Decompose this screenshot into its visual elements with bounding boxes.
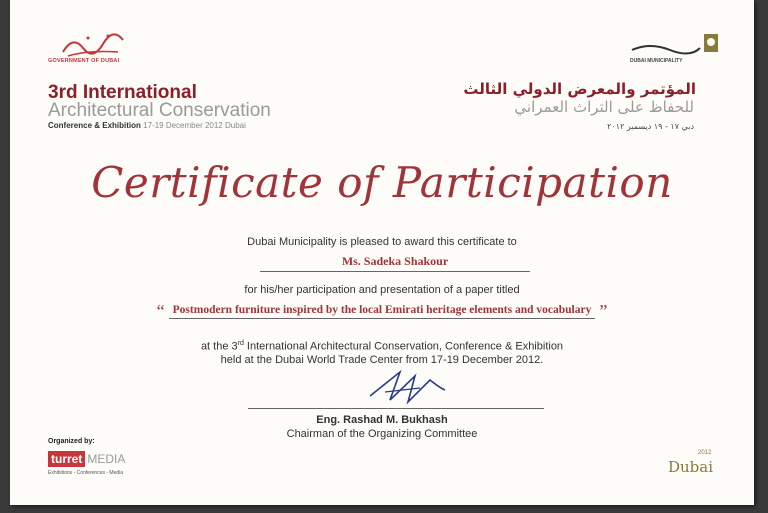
media-word: MEDIA: [87, 452, 126, 466]
paper-title: Postmodern furniture inspired by the local Emirati heritage elements and vocabulary: [169, 304, 596, 319]
paper-title-block: [10, 300, 754, 322]
event-line-sup: rd: [237, 340, 244, 347]
certificate-title: Certificate of Participation: [91, 158, 673, 207]
signature-line: [248, 408, 544, 409]
participation-text: for his/her participation and presentation of a paper titled: [244, 284, 520, 296]
dubai-year: 2012: [698, 450, 712, 456]
venue-line: held at the Dubai World Trade Center from 17-19 December 2012.: [220, 354, 544, 366]
event-line: [10, 340, 754, 353]
turret-media-logo: [48, 450, 148, 478]
organized-by-label: Organized by:: [48, 438, 95, 445]
event-line-pre: at the 3: [200, 340, 238, 353]
event-dates: 17-19 December 2012 Dubai: [143, 121, 246, 130]
dubai-municipality-label: DUBAI MUNICIPALITY: [630, 58, 683, 64]
event-title-line-1: 3rd International: [48, 82, 197, 103]
certificate: [10, 0, 754, 505]
arabic-dates: دبي ١٧ - ١٩ ديسمبر ٢٠١٢: [607, 122, 694, 131]
signatory-role: Chairman of the Organizing Committee: [286, 428, 478, 440]
dubai-2012-logo: [660, 450, 720, 476]
turret-word: turret: [48, 451, 85, 467]
event-line-post: International Architectural Conservation, Conference & Exhibition: [243, 340, 564, 353]
recipient-name: Ms. Sadeka Shakour: [260, 254, 530, 272]
turret-tagline: Exhibitions - Conferences - Media: [48, 470, 124, 476]
signature-image: [360, 366, 450, 406]
arabic-title-line-2: للحفاظ على التراث العمراني: [514, 98, 694, 116]
event-subtitle-text: Conference & Exhibition: [48, 121, 141, 130]
close-quote-icon: ”: [599, 301, 608, 321]
dubai-word: Dubai: [668, 458, 714, 476]
certificate-intro: Dubai Municipality is pleased to award this certificate to: [247, 236, 517, 248]
event-subtitle: [48, 121, 246, 130]
open-quote-icon: “: [156, 301, 165, 321]
event-title-line-2: Architectural Conservation: [48, 100, 271, 121]
signatory-name: Eng. Rashad M. Bukhash: [316, 414, 448, 426]
government-of-dubai-label: GOVERNMENT OF DUBAI: [48, 58, 120, 64]
arabic-title-line-1: المؤتمر والمعرض الدولي الثالث: [463, 80, 696, 98]
government-of-dubai-logo: [58, 30, 128, 60]
